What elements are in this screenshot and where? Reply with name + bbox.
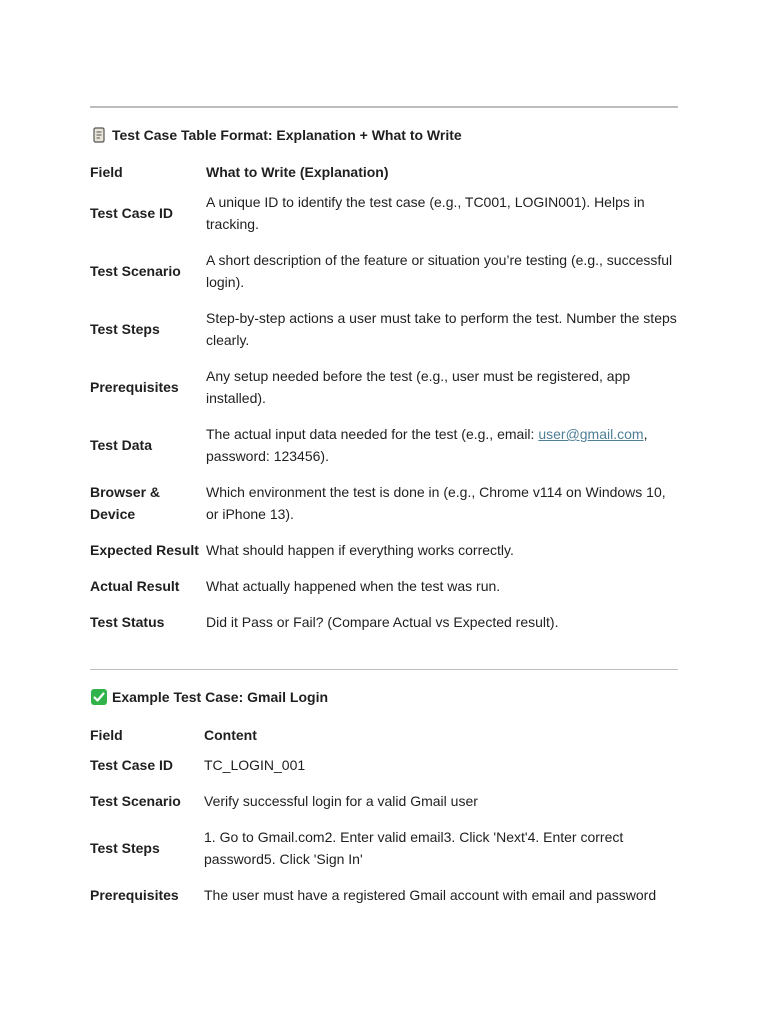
row-text-after: , password: 123456). bbox=[206, 426, 648, 464]
format-table bbox=[90, 160, 680, 640]
table-row bbox=[90, 242, 680, 300]
row-field: Expected Result bbox=[90, 542, 199, 558]
email-link[interactable]: user@gmail.com bbox=[538, 426, 644, 442]
section-heading-format bbox=[90, 126, 462, 144]
row-field: Test Case ID bbox=[90, 205, 173, 221]
row-field: Test Steps bbox=[90, 321, 160, 337]
row-field: Test Case ID bbox=[90, 757, 173, 773]
section-divider bbox=[90, 669, 678, 670]
row-field: Test Steps bbox=[90, 840, 160, 856]
row-field: Test Status bbox=[90, 614, 165, 630]
header-field: Field bbox=[90, 164, 123, 180]
row-text-before: The actual input data needed for the test (e.g., email: bbox=[206, 426, 539, 442]
row-text: Did it Pass or Fail? (Compare Actual vs Expected result). bbox=[206, 614, 559, 630]
check-mark-icon bbox=[90, 688, 108, 706]
row-text: Step-by-step actions a user must take to perform the test. Number the steps clearly. bbox=[206, 310, 677, 348]
row-text: Which environment the test is done in (e.g., Chrome v114 on Windows 10, or iPhone 13). bbox=[206, 484, 666, 522]
table-row bbox=[90, 604, 680, 640]
row-text: A unique ID to identify the test case (e.g., TC001, LOGIN001). Helps in tracking. bbox=[206, 194, 645, 232]
header-content: Content bbox=[204, 727, 257, 743]
row-text bbox=[206, 416, 680, 474]
section-title: Test Case Table Format: Explanation + What to Write bbox=[112, 127, 462, 143]
row-field: Test Scenario bbox=[90, 793, 181, 809]
table-row bbox=[90, 568, 680, 604]
row-text: A short description of the feature or situation you’re testing (e.g., successful login). bbox=[206, 252, 673, 290]
header-explanation: What to Write (Explanation) bbox=[206, 164, 389, 180]
row-text: The user must have a registered Gmail account with email and password bbox=[204, 887, 657, 903]
row-field: Browser & Device bbox=[90, 484, 161, 522]
section-title: Example Test Case: Gmail Login bbox=[112, 689, 329, 705]
row-text: Any setup needed before the test (e.g., user must be registered, app installed). bbox=[206, 368, 631, 406]
table-row bbox=[90, 877, 680, 913]
table-row bbox=[90, 532, 680, 568]
table-row bbox=[90, 783, 680, 819]
top-divider bbox=[90, 106, 678, 108]
example-table bbox=[90, 723, 680, 913]
table-row bbox=[90, 416, 680, 474]
row-field: Test Scenario bbox=[90, 263, 181, 279]
table-header-row bbox=[90, 723, 680, 747]
row-field: Actual Result bbox=[90, 578, 180, 594]
row-text: TC_LOGIN_001 bbox=[204, 757, 306, 773]
table-row bbox=[90, 300, 680, 358]
header-field: Field bbox=[90, 727, 123, 743]
row-text: Verify successful login for a valid Gmail user bbox=[204, 793, 478, 809]
row-field: Test Data bbox=[90, 437, 152, 453]
row-text: What should happen if everything works correctly. bbox=[206, 542, 514, 558]
scroll-icon bbox=[90, 126, 108, 144]
section-heading-example bbox=[90, 688, 328, 706]
row-field: Prerequisites bbox=[90, 379, 179, 395]
table-header-row bbox=[90, 160, 680, 184]
table-row bbox=[90, 184, 680, 242]
table-row bbox=[90, 474, 680, 532]
row-text: What actually happened when the test was run. bbox=[206, 578, 501, 594]
table-row bbox=[90, 819, 680, 877]
row-text: 1. Go to Gmail.com2. Enter valid email3. Click 'Next'4. Enter correct password5. Click 'Sign In' bbox=[204, 829, 624, 867]
row-field: Prerequisites bbox=[90, 887, 179, 903]
table-row bbox=[90, 358, 680, 416]
table-row bbox=[90, 747, 680, 783]
